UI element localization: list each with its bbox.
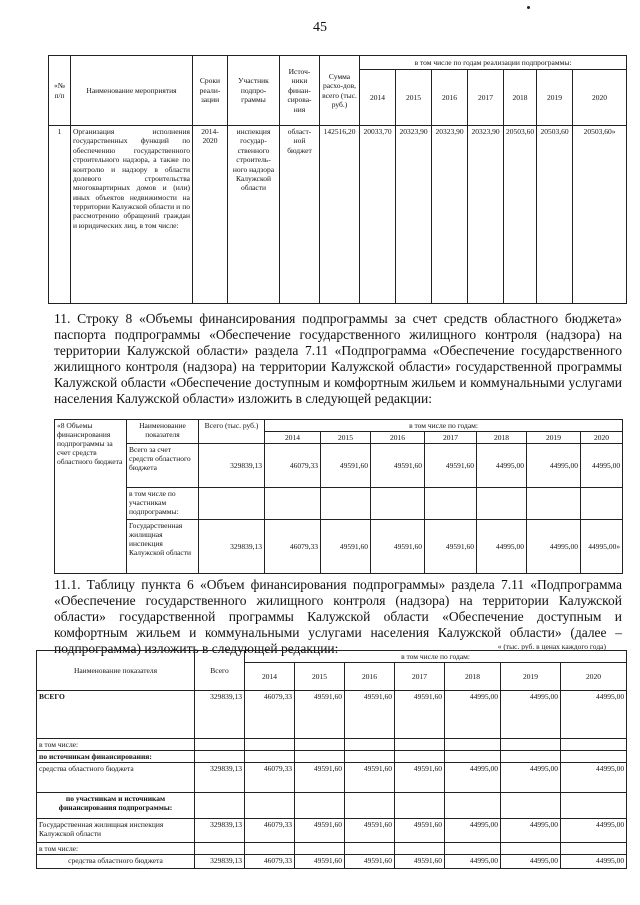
- cell: 44995,00: [477, 444, 527, 488]
- cell: 49591,60: [371, 520, 425, 574]
- cell: 49591,60: [295, 691, 345, 739]
- cell: 49591,60: [395, 855, 445, 869]
- funding-by-years: в том числе по годам:: [245, 651, 627, 663]
- cell: [445, 793, 501, 819]
- cell: 46079,33: [245, 763, 295, 793]
- cell: 44995,00: [445, 763, 501, 793]
- cell: [295, 793, 345, 819]
- cell: 44995,00: [561, 855, 627, 869]
- cell: 46079,33: [265, 444, 321, 488]
- row-num: 1: [49, 126, 71, 304]
- page-mark: [527, 6, 530, 9]
- cell: [501, 793, 561, 819]
- table-row-name: ВСЕГО: [37, 691, 195, 739]
- table-row-name: Государственная жилищная инспекция Калужской области: [127, 520, 199, 574]
- table-row-total: 329839,13: [195, 819, 245, 843]
- cell: 44995,00: [561, 819, 627, 843]
- table-row-name: в том числе:: [37, 739, 195, 751]
- cell: 44995,00: [561, 691, 627, 739]
- cell: [345, 843, 395, 855]
- year-header: 2015: [321, 432, 371, 444]
- cell: [245, 751, 295, 763]
- cell: 49591,60: [371, 444, 425, 488]
- cell: 46079,33: [245, 855, 295, 869]
- funding-name-header: Наименование показателя: [37, 651, 195, 691]
- table-row-total: [195, 739, 245, 751]
- row-value: 20033,70: [360, 126, 396, 304]
- year-header: 2020: [581, 432, 623, 444]
- cell: [501, 843, 561, 855]
- cell: [265, 488, 321, 520]
- row-source: област-ной бюджет: [280, 126, 320, 304]
- cell: [477, 488, 527, 520]
- year-header: 2014: [245, 663, 295, 691]
- table-row-name: по участникам и источникам финансирования подпрограммы:: [37, 793, 195, 819]
- paragraph-11: 11. Строку 8 «Объемы финансирования подпрограммы за счет средств областного бюджета» паспорта подпрограммы «Обеспечение государственного жилищного контроля (надзора) на территории Калужской области» раздела 7.11 «Подпрограмма «Обеспечение государственного жилищного контроля (надзора) на территории Калужской области» государственной программы Калужской области «Обеспечение доступным и комфортным жильем и коммунальными услугами населения Калужской области» изложить в следующей редакции:: [54, 311, 622, 406]
- cell: [345, 739, 395, 751]
- cell: [345, 793, 395, 819]
- cell: 49591,60: [395, 819, 445, 843]
- header-sum: Сумма расхо-дов, всего (тыс. руб.): [320, 56, 360, 126]
- funding-table: [36, 650, 627, 869]
- cell: 46079,33: [245, 691, 295, 739]
- table-row-total: [199, 488, 265, 520]
- year-header: 2020: [561, 663, 627, 691]
- year-header: 2015: [295, 663, 345, 691]
- cell: [245, 843, 295, 855]
- passport-name-header: Наименование показателя: [127, 420, 199, 444]
- cell: [371, 488, 425, 520]
- cell: [395, 751, 445, 763]
- row-value: 20323,90: [432, 126, 468, 304]
- cell: [561, 751, 627, 763]
- row-sum: 142516,20: [320, 126, 360, 304]
- year-header: 2015: [396, 70, 432, 126]
- row-value: 20323,90: [396, 126, 432, 304]
- cell: [445, 751, 501, 763]
- cell: [395, 843, 445, 855]
- row-terms: 2014-2020: [193, 126, 228, 304]
- cell: 49591,60: [345, 855, 395, 869]
- row-value: 20503,60: [537, 126, 573, 304]
- cell: 44995,00: [445, 691, 501, 739]
- year-header: 2014: [360, 70, 396, 126]
- cell: [527, 488, 581, 520]
- row-value: 20323,90: [468, 126, 504, 304]
- table-row-total: 329839,13: [195, 855, 245, 869]
- table-row-total: 329839,13: [195, 763, 245, 793]
- cell: 44995,00»: [581, 520, 623, 574]
- cell: 44995,00: [477, 520, 527, 574]
- passport-label: «8 Объемы финансирования подпрограммы за счет средств областного бюджета: [55, 420, 127, 574]
- cell: [395, 793, 445, 819]
- year-header: 2019: [527, 432, 581, 444]
- cell: 44995,00: [501, 691, 561, 739]
- cell: [501, 751, 561, 763]
- year-header: 2018: [504, 70, 537, 126]
- cell: [295, 739, 345, 751]
- page-number: 45: [313, 20, 327, 35]
- cell: 49591,60: [425, 520, 477, 574]
- year-header: 2016: [432, 70, 468, 126]
- cell: 49591,60: [295, 855, 345, 869]
- table-row-total: 329839,13: [199, 444, 265, 488]
- cell: 44995,00: [527, 520, 581, 574]
- table-row-name: Государственная жилищная инспекция Калужской области: [37, 819, 195, 843]
- cell: 44995,00: [501, 855, 561, 869]
- table-row-name: средства областного бюджета: [37, 763, 195, 793]
- passport-by-years: в том числе по годам:: [265, 420, 623, 432]
- cell: 44995,00: [581, 444, 623, 488]
- table-row-name: средства областного бюджета: [37, 855, 195, 869]
- year-header: 2019: [501, 663, 561, 691]
- cell: 46079,33: [245, 819, 295, 843]
- cell: 44995,00: [561, 763, 627, 793]
- cell: 49591,60: [345, 763, 395, 793]
- cell: 44995,00: [501, 819, 561, 843]
- cell: 49591,60: [345, 691, 395, 739]
- table-row-total: [195, 843, 245, 855]
- cell: 46079,33: [265, 520, 321, 574]
- cell: 49591,60: [321, 444, 371, 488]
- header-source: Источ-ники финан-сирова-ния: [280, 56, 320, 126]
- header-name: Наименование мероприятия: [71, 56, 193, 126]
- cell: 49591,60: [425, 444, 477, 488]
- year-header: 2017: [468, 70, 504, 126]
- funding-total-header: Всего: [195, 651, 245, 691]
- year-header: 2016: [371, 432, 425, 444]
- cell: 49591,60: [395, 763, 445, 793]
- cell: 44995,00: [445, 819, 501, 843]
- cell: [561, 739, 627, 751]
- passport-table: [54, 419, 623, 574]
- table-row-total: 329839,13: [199, 520, 265, 574]
- cell: [581, 488, 623, 520]
- year-header: 2019: [537, 70, 573, 126]
- row-value: 20503,60: [504, 126, 537, 304]
- cell: 49591,60: [295, 763, 345, 793]
- year-header: 2014: [265, 432, 321, 444]
- cell: [245, 739, 295, 751]
- cell: [561, 843, 627, 855]
- row-name: Организация исполнения государственных функций по обеспечению государственного строительного надзора, а также по контролю и надзору в области долевого строительства многоквартирных домов и (или) иных объектов недвижимости на территории Калужской области и по рассмотрению обращений граждан и юридических лиц, в том числе:: [71, 126, 193, 304]
- cell: [321, 488, 371, 520]
- table-row-name: в том числе по участникам подпрограммы:: [127, 488, 199, 520]
- table-row-name: Всего за счет средств областного бюджета: [127, 444, 199, 488]
- year-header: 2017: [425, 432, 477, 444]
- cell: [501, 739, 561, 751]
- header-by-years: в том числе по годам реализации подпрограммы:: [360, 56, 627, 70]
- row-value: 20503,60»: [573, 126, 627, 304]
- cell: 49591,60: [321, 520, 371, 574]
- year-header: 2016: [345, 663, 395, 691]
- cell: [395, 739, 445, 751]
- cell: 44995,00: [445, 855, 501, 869]
- row-participant: инспекция государ-ственного строитель-ного надзора Калужской области: [228, 126, 280, 304]
- activities-table: [48, 55, 627, 304]
- paragraph-11-1: 11.1. Таблицу пункта 6 «Объем финансирования подпрограммы» раздела 7.11 «Подпрограмма «Обеспечение государственного жилищного контроля (надзора) на территории Калужской области» государственной программы Калужской области «Обеспечение доступным и комфортным жильем и коммунальными услугами населения Калужской области» (далее – подпрограмма) изложить в следующей редакции:: [54, 577, 622, 656]
- cell: 49591,60: [395, 691, 445, 739]
- cell: [295, 751, 345, 763]
- cell: [445, 739, 501, 751]
- year-header: 2018: [477, 432, 527, 444]
- header-num: «№ п/п: [49, 56, 71, 126]
- year-header: 2017: [395, 663, 445, 691]
- cell: [345, 751, 395, 763]
- unit-note: « (тыс. руб. в ценах каждого года): [497, 642, 606, 651]
- cell: [445, 843, 501, 855]
- cell: [561, 793, 627, 819]
- cell: 49591,60: [345, 819, 395, 843]
- cell: 44995,00: [527, 444, 581, 488]
- passport-total-header: Всего (тыс. руб.): [199, 420, 265, 444]
- cell: 49591,60: [295, 819, 345, 843]
- table-row-total: [195, 793, 245, 819]
- table-row-name: в том числе:: [37, 843, 195, 855]
- table-row-total: 329839,13: [195, 691, 245, 739]
- table-row-total: [195, 751, 245, 763]
- year-header: 2020: [573, 70, 627, 126]
- table-row-name: по источникам финансирования:: [37, 751, 195, 763]
- cell: 44995,00: [501, 763, 561, 793]
- cell: [295, 843, 345, 855]
- header-terms: Сроки реали-зации: [193, 56, 228, 126]
- header-participant: Участник подпро-граммы: [228, 56, 280, 126]
- cell: [245, 793, 295, 819]
- cell: [425, 488, 477, 520]
- year-header: 2018: [445, 663, 501, 691]
